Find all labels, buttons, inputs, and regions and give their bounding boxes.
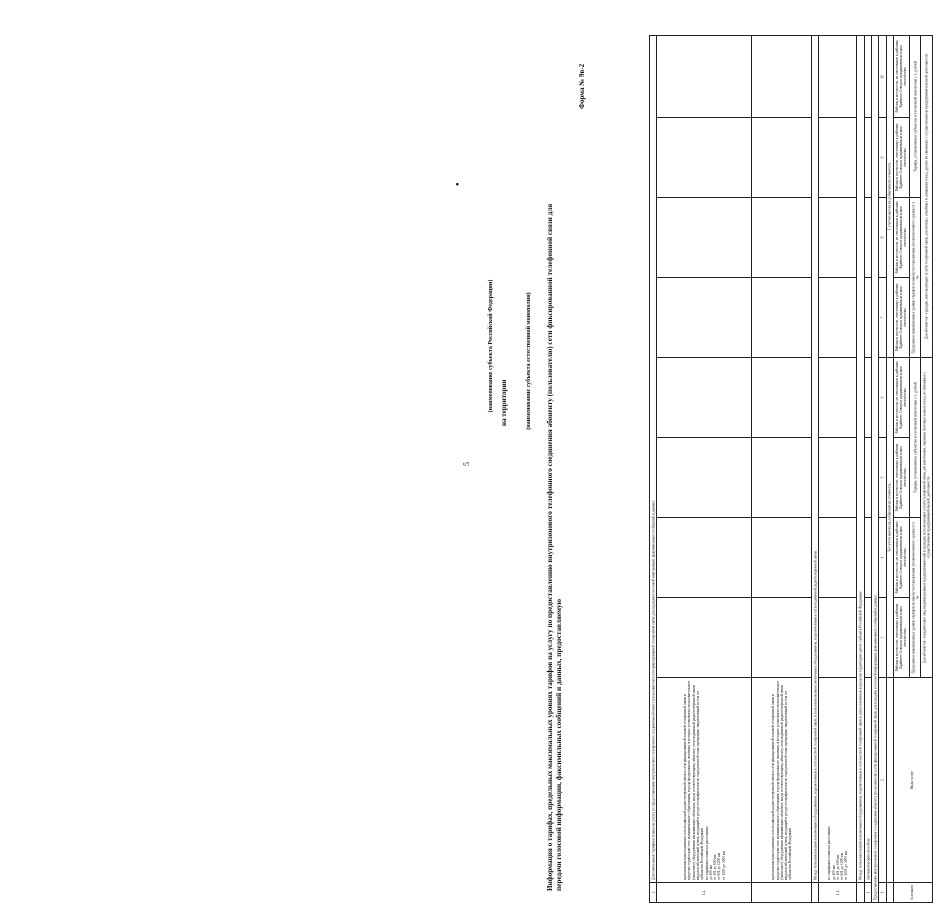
row-number: 1.1. <box>819 883 857 903</box>
header-group-legal: Для абонентов - граждан, использующих услуги телефонной связи для личных, семейных и домашних нужд, других не связанных с осуществлением предпринимательской деятельности <box>921 35 933 357</box>
header-tariff-left: Тарифы, установленные субъектом естественной монополии с г., рублей <box>909 357 921 517</box>
zone-item: от 1201 до 3000 км <box>844 851 849 880</box>
header-rural: Районы и местности, отнесенные к районам Крайнего Севера и приравненным к ним местностям <box>893 598 909 678</box>
table-vat-row <box>886 35 893 902</box>
section-subtitle: Между пользовательским (оконечным) оборудованием, подключенным к сети местной телефонной связи и расположенным в пределах территории одного субъекта Российской Федерации: <box>857 35 864 882</box>
table-row <box>657 35 752 902</box>
header-rural: Районы и местности, отнесенные к районам Крайнего Севера и приравненным к ним местностям <box>893 277 909 357</box>
col-number: 6 <box>879 357 886 437</box>
col-number: 4 <box>879 518 886 598</box>
col-number: 10 <box>879 35 886 117</box>
col-number: 2 <box>879 678 886 883</box>
mark-dot: ● <box>455 182 461 186</box>
zone-item: от 601 до 1200 км <box>717 852 722 880</box>
col-number: 1 <box>879 883 886 903</box>
col-number: 8 <box>879 197 886 277</box>
header-non-rural: Районы и местности, не отнесенные к районам Крайнего Севера и приравненным к ним местностям <box>893 357 909 437</box>
header-no: № пункта <box>893 883 932 903</box>
form-label: Форма № 9в-2 <box>578 63 586 109</box>
zone-item: от 1200 до 3000 км <box>721 851 726 880</box>
section-row <box>857 35 864 902</box>
row-label: Автоматическим способом: <box>864 678 871 883</box>
zone-heading: по тарифным зонам на расстоянии: <box>827 826 832 880</box>
header-non-rural: Районы и местности, не отнесенные к районам Крайнего Севера и приравненным к ним местностям <box>893 518 909 598</box>
section-title: Предоставление внутризонового телефонного соединения абоненту (пользователю) сети фиксированной телефонной связи для передачи голосовой информации, факсимильных сообщений и данных: <box>872 35 879 902</box>
col-number: 9 <box>879 117 886 197</box>
header-group-citizens: Для абонентов - юридических лиц, индивидуальных предпринимателей и граждан, использующих услуги телефонной связи для извлечения, оказания, бытовых и иных нужд, не связанных с осуществлением предпринимательской деятельности <box>921 357 933 677</box>
header-tariff-right: Тарифы, установленные субъектом естественной монополии с г., рублей <box>909 35 921 197</box>
table-row <box>864 35 871 902</box>
subject-caption: (наименование субъекта Российской Федерации) <box>488 279 494 413</box>
row-number: 2 <box>649 883 656 903</box>
header-service: Виды услуг <box>893 678 932 883</box>
column-number-row <box>879 35 886 902</box>
zone-item: до 100 км <box>831 865 836 880</box>
table-header-row-1 <box>921 35 933 902</box>
section-subtitle: Между пользовательским (оконечным) оборудованием, подключенным к сети местной телефонной связи, и пользовательским (оконечным) оборудованием, подключенным к сети подвижной радиотелефонной связи: <box>812 35 819 882</box>
col-number: 5 <box>879 438 886 518</box>
zone-item: от 601 до 1200 км <box>840 852 845 880</box>
table-row <box>649 35 656 902</box>
table-row <box>752 35 812 902</box>
zone-item: от 101 до 600 км <box>835 854 840 880</box>
col-number: 3 <box>879 598 886 678</box>
section-row <box>812 35 819 902</box>
monopoly-caption: (наименование субъекта естественной монополии) <box>526 292 532 430</box>
territory-label: на территории <box>500 379 508 426</box>
row-number: 1.2. <box>657 883 752 903</box>
zone-item: от 101 до 600 км <box>712 854 717 880</box>
table-row <box>819 35 857 902</box>
section-row <box>872 35 879 902</box>
page-number: 5 <box>462 462 471 466</box>
zone-item: до 100 км <box>708 865 713 880</box>
zone-heading: по тарифным зонам на расстоянии: <box>704 826 709 880</box>
header-non-rural: Районы и местности, не отнесенные к районам Крайнего Севера и приравненным к ним местностям <box>893 35 909 117</box>
tariff-table <box>649 35 933 903</box>
col-number: 7 <box>879 277 886 357</box>
row-label <box>657 678 752 883</box>
row-label: Дополнительные тарифные планы на услугу по предоставлению внутризонового телефонного соединения абоненту (пользователю) сети фиксированной телефонной связи для передачи голосовой информации, факсимильных сообщений и данных: <box>649 35 656 882</box>
vat-right: С учетом налога на добавленную стоимость <box>886 35 893 357</box>
vat-left: Без учета налога на добавленную стоимость <box>886 357 893 677</box>
header-rural: Районы и местности, отнесенные к районам Крайнего Севера и приравненным к ним местностям <box>893 438 909 518</box>
row-description: при наличии присоединения сети подвижной радиотелефонной связи к сети фиксированной зоновой телефонной связи в пределах территории того муниципального образования, города федерального значения, в которых установлено пользовательское (оконечное) оборудование вызывающего абонента, когда соответствующему абоненту сети подвижной радиотелефонной связи выделен абонентский номер, входящий в ресурс географически не определяемой зоны нумерации, закрепленный за тем же субъектом Российской Федерации <box>682 680 704 880</box>
header-max-left: Предельные максимальные уровни тарифов по вмену постановления уполномоченного органа от г. № <box>909 518 921 678</box>
header-non-rural: Районы и местности, не отнесенные к районам Крайнего Севера и приравненным к ним местностям <box>893 197 909 277</box>
header-rural: Районы и местности, отнесенные к районам Крайнего Севера и приравненным к ним местностям <box>893 117 909 197</box>
row-label <box>819 678 857 883</box>
document-title: Информация о тарифах, предельных максимальных уровнях тарифов на услугу по предоставлению внутризонового телефонного соединения абоненту (пользователю) сети фиксированной телефонной связи для передачи голосовой информации, факсимильных сообщений и данных, предоставляемую <box>546 203 563 891</box>
row-label: при наличии присоединения сети подвижной радиотелефонной связи к сети фиксированной зоновой телефонной связи в пределах территории того муниципального образования, города федерального значения, в которых установлено пользовательское (оконечное) оборудование вызывающего абонента, когда соответствующему абоненту сети подвижной радиотелефонной связи выделен абонентский номер, входящий в ресурс географически не определяемой зоны нумерации, закрепленный за тем же субъектом Российской Федерации <box>752 678 812 883</box>
header-max-right: Предельные максимальные уровни тарифов по вмену постановления уполномоченного органа от г. № <box>909 197 921 357</box>
row-number: 1 <box>864 883 871 903</box>
